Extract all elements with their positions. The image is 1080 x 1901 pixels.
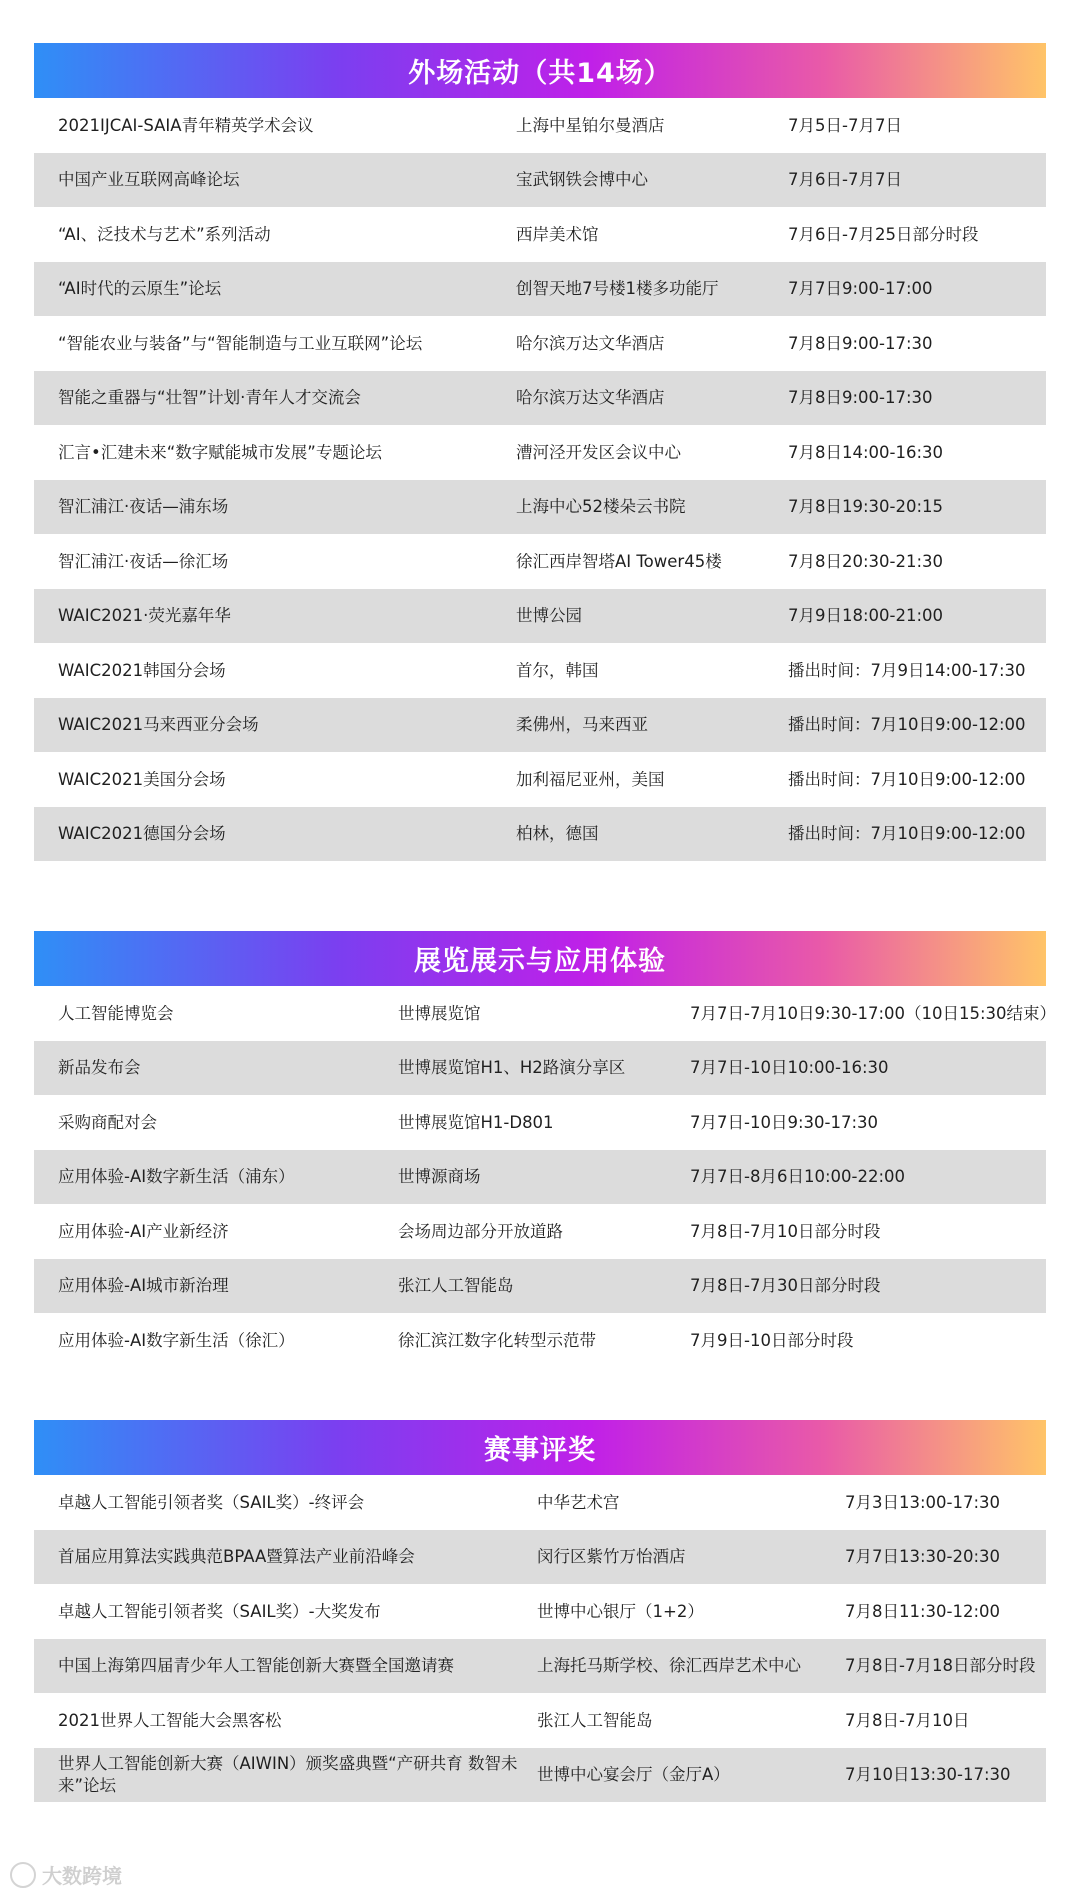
- logo-icon: [10, 1862, 36, 1888]
- table-row: [34, 1530, 1046, 1585]
- event-venue: 世博展览馆H1、H2路演分享区: [398, 1058, 626, 1078]
- section-awards: [34, 1420, 1046, 1802]
- event-list: [34, 98, 1046, 861]
- event-name: “AI时代的云原生”论坛: [58, 279, 222, 299]
- event-name: WAIC2021马来西亚分会场: [58, 715, 259, 735]
- event-time: 7月7日9:00-17:00: [788, 279, 933, 299]
- table-row: [34, 1475, 1046, 1530]
- event-venue: 上海托马斯学校、徐汇西岸艺术中心: [537, 1656, 801, 1676]
- event-venue: 世博中心银厅（1+2）: [537, 1601, 704, 1621]
- event-name: 智汇浦江·夜话—浦东场: [58, 497, 229, 517]
- event-venue: 上海中心52楼朵云书院: [516, 497, 686, 517]
- table-row: [34, 98, 1046, 153]
- event-venue: 创智天地7号楼1楼多功能厅: [516, 279, 719, 299]
- event-venue: 首尔，韩国: [516, 660, 599, 680]
- table-row: [34, 1259, 1046, 1314]
- event-name: 2021IJCAI-SAIA青年精英学术会议: [58, 115, 314, 135]
- event-name: 智汇浦江·夜话—徐汇场: [58, 551, 229, 571]
- table-row: [34, 153, 1046, 208]
- event-time: 7月8日11:30-12:00: [845, 1601, 1001, 1621]
- table-row: [34, 698, 1046, 753]
- event-name: 卓越人工智能引领者奖（SAIL奖）-大奖发布: [58, 1601, 381, 1621]
- event-name: 人工智能博览会: [58, 1003, 174, 1023]
- event-venue: 柏林，德国: [516, 824, 599, 844]
- event-name: WAIC2021美国分会场: [58, 769, 226, 789]
- event-time: 7月7日13:30-20:30: [845, 1547, 1001, 1567]
- table-row: [34, 1639, 1046, 1694]
- event-venue: 西岸美术馆: [516, 224, 599, 244]
- table-row: [34, 643, 1046, 698]
- event-venue: 世博源商场: [398, 1167, 481, 1187]
- section-outdoor-events: [34, 43, 1046, 861]
- event-name: 采购商配对会: [58, 1112, 157, 1132]
- table-row: [34, 1150, 1046, 1205]
- event-venue: 徐汇西岸智塔AI Tower45楼: [516, 551, 722, 571]
- event-venue: 世博中心宴会厅（金厅A）: [537, 1765, 730, 1785]
- table-row: [34, 371, 1046, 426]
- event-time: 7月8日-7月10日: [845, 1710, 970, 1730]
- watermark: [10, 1860, 122, 1889]
- event-venue: 柔佛州，马来西亚: [516, 715, 648, 735]
- event-venue: 世博公园: [516, 606, 582, 626]
- event-time: 7月7日-10日9:30-17:30: [690, 1112, 879, 1132]
- event-time: 7月8日-7月10日部分时段: [690, 1221, 881, 1241]
- event-name: WAIC2021德国分会场: [58, 824, 226, 844]
- event-venue: 哈尔滨万达文华酒店: [516, 333, 665, 353]
- event-time: 7月7日-7月10日9:30-17:00（10日15:30结束）: [690, 1003, 1057, 1023]
- table-row: [34, 1693, 1046, 1748]
- event-name: 卓越人工智能引领者奖（SAIL奖）-终评会: [58, 1492, 365, 1512]
- event-name: WAIC2021·荧光嘉年华: [58, 606, 231, 626]
- event-venue: 世博展览馆H1-D801: [398, 1112, 554, 1132]
- event-venue: 会场周边部分开放道路: [398, 1221, 563, 1241]
- table-row: [34, 1204, 1046, 1259]
- event-time: 7月8日20:30-21:30: [788, 551, 944, 571]
- event-name: 首届应用算法实践典范BPAA暨算法产业前沿峰会: [58, 1547, 415, 1567]
- event-time: 7月8日9:00-17:30: [788, 333, 933, 353]
- event-name: 智能之重器与“壮智”计划·青年人才交流会: [58, 388, 361, 408]
- table-row: [34, 1095, 1046, 1150]
- event-name: 汇言•汇建未来“数字赋能城市发展”专题论坛: [58, 442, 382, 462]
- event-time: 7月6日-7月7日: [788, 170, 902, 190]
- section-title: 外场活动（共14场）: [34, 43, 1046, 98]
- table-row: [34, 1748, 1046, 1803]
- event-venue: 哈尔滨万达文华酒店: [516, 388, 665, 408]
- event-name: 应用体验-AI数字新生活（浦东）: [58, 1167, 295, 1187]
- section-title: 赛事评奖: [34, 1420, 1046, 1475]
- event-name: 中国产业互联网高峰论坛: [58, 170, 240, 190]
- event-time: 7月7日-8月6日10:00-22:00: [690, 1167, 905, 1187]
- table-row: [34, 480, 1046, 535]
- event-time: 7月9日18:00-21:00: [788, 606, 944, 626]
- event-name: 应用体验-AI城市新治理: [58, 1276, 229, 1296]
- event-name: 应用体验-AI产业新经济: [58, 1221, 229, 1241]
- event-time: 7月8日14:00-16:30: [788, 442, 944, 462]
- event-time: 7月8日-7月30日部分时段: [690, 1276, 881, 1296]
- event-time: 7月9日-10日部分时段: [690, 1330, 854, 1350]
- table-row: [34, 1041, 1046, 1096]
- event-venue: 漕河泾开发区会议中心: [516, 442, 681, 462]
- event-name: 2021世界人工智能大会黑客松: [58, 1710, 282, 1730]
- event-list: [34, 1475, 1046, 1802]
- event-name: 新品发布会: [58, 1058, 141, 1078]
- event-venue: 张江人工智能岛: [537, 1710, 653, 1730]
- event-venue: 闵行区紫竹万怡酒店: [537, 1547, 686, 1567]
- event-name: 世界人工智能创新大赛（AIWIN）颁奖盛典暨“产研共育 数智未来”论坛: [58, 1754, 518, 1795]
- event-time: 7月10日13:30-17:30: [845, 1765, 1011, 1785]
- event-venue: 世博展览馆: [398, 1003, 481, 1023]
- table-row: [34, 807, 1046, 862]
- section-exhibition: [34, 931, 1057, 1368]
- table-row: [34, 752, 1046, 807]
- table-row: [34, 316, 1046, 371]
- event-name: “AI、泛技术与艺术”系列活动: [58, 224, 271, 244]
- table-row: [34, 425, 1046, 480]
- event-time: 7月8日19:30-20:15: [788, 497, 944, 517]
- event-name: 应用体验-AI数字新生活（徐汇）: [58, 1330, 295, 1350]
- event-venue: 加利福尼亚州，美国: [516, 769, 665, 789]
- section-title: 展览展示与应用体验: [34, 931, 1046, 986]
- event-venue: 张江人工智能岛: [398, 1276, 514, 1296]
- event-name: 中国上海第四届青少年人工智能创新大赛暨全国邀请赛: [58, 1656, 454, 1676]
- event-time: 7月6日-7月25日部分时段: [788, 224, 979, 244]
- table-row: [34, 207, 1046, 262]
- table-row: [34, 1313, 1046, 1368]
- event-time: 7月3日13:00-17:30: [845, 1492, 1001, 1512]
- event-time: 7月8日-7月18日部分时段: [845, 1656, 1036, 1676]
- event-time: 7月7日-10日10:00-16:30: [690, 1058, 889, 1078]
- event-name: “智能农业与装备”与“智能制造与工业互联网”论坛: [58, 333, 423, 353]
- event-list: [34, 986, 1057, 1368]
- table-row: [34, 589, 1046, 644]
- table-row: [34, 262, 1046, 317]
- event-venue: 上海中星铂尔曼酒店: [516, 115, 665, 135]
- event-time: 播出时间：7月9日14:00-17:30: [788, 660, 1026, 680]
- event-name: WAIC2021韩国分会场: [58, 660, 226, 680]
- table-row: [34, 534, 1046, 589]
- watermark-text: 大数跨境: [42, 1864, 122, 1888]
- event-venue: 宝武钢铁会博中心: [516, 170, 648, 190]
- table-row: [34, 1584, 1046, 1639]
- table-row: [34, 986, 1057, 1041]
- event-time: 播出时间：7月10日9:00-12:00: [788, 715, 1026, 735]
- event-venue: 中华艺术宫: [537, 1492, 620, 1512]
- event-time: 7月5日-7月7日: [788, 115, 902, 135]
- event-time: 播出时间：7月10日9:00-12:00: [788, 769, 1026, 789]
- event-time: 播出时间：7月10日9:00-12:00: [788, 824, 1026, 844]
- event-venue: 徐汇滨江数字化转型示范带: [398, 1330, 596, 1350]
- event-time: 7月8日9:00-17:30: [788, 388, 933, 408]
